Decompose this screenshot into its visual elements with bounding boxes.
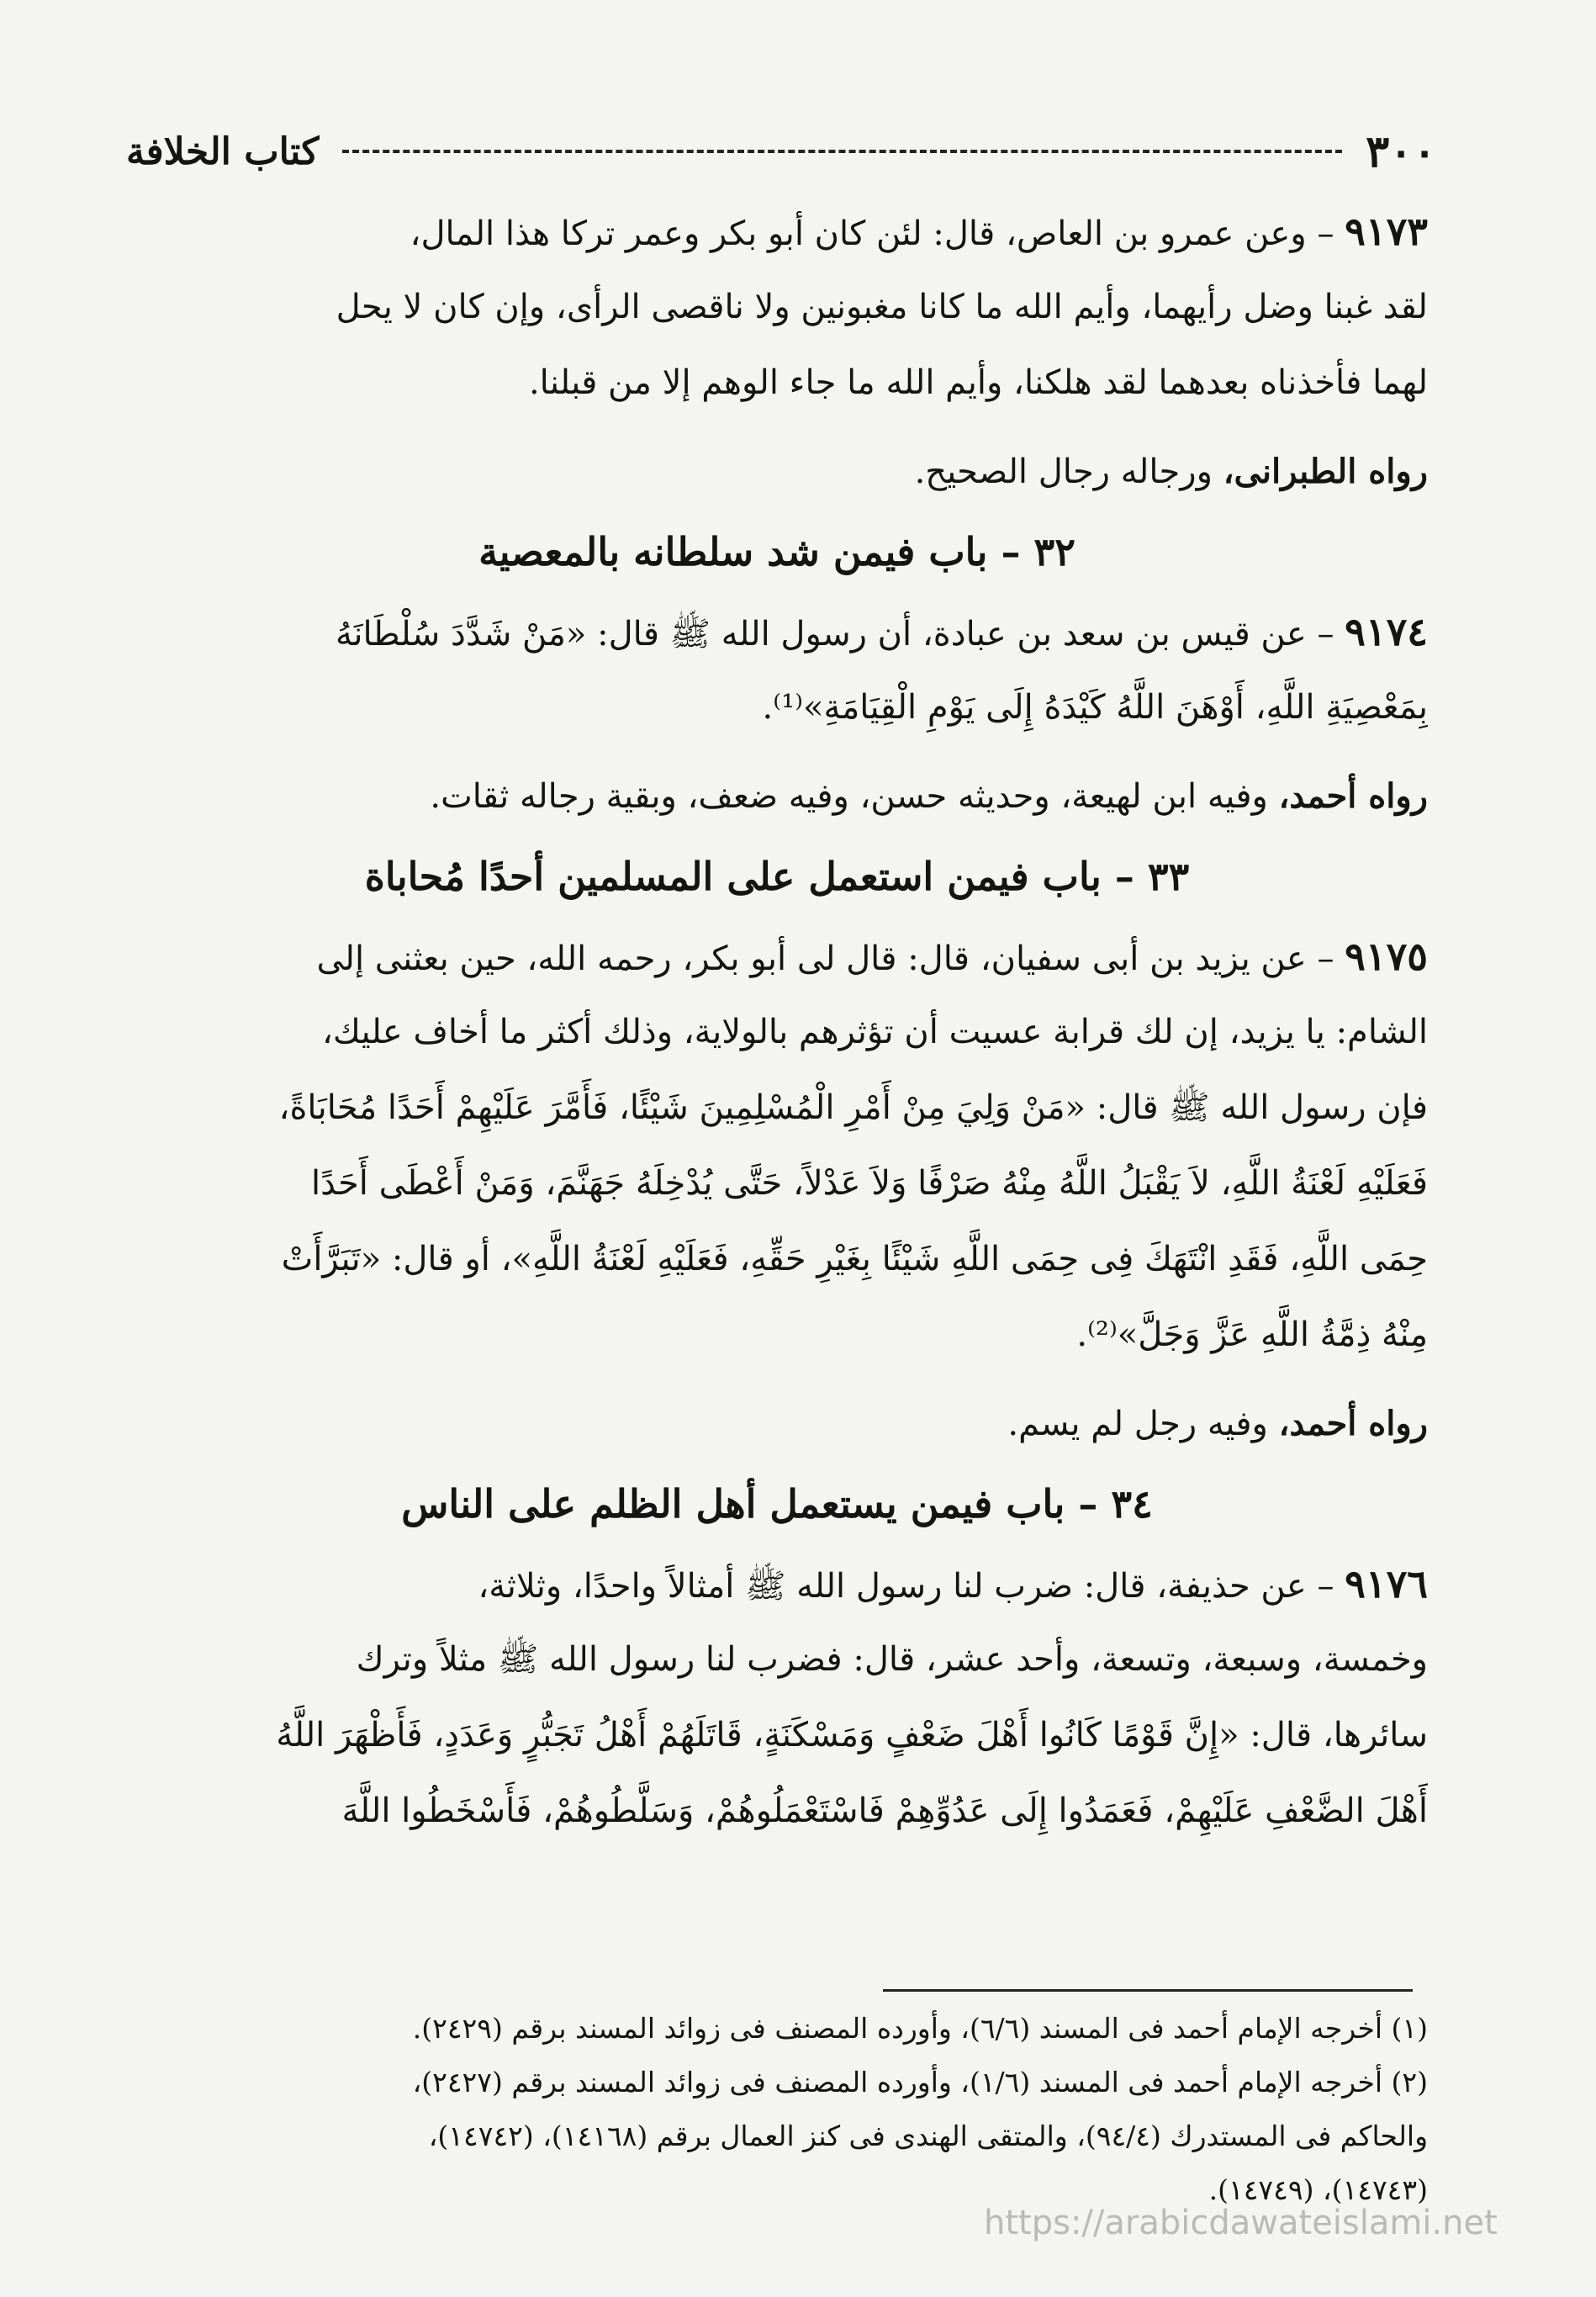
footnote-divider bbox=[883, 1989, 1413, 1992]
page-header bbox=[126, 118, 1436, 185]
hadith-source bbox=[126, 434, 1428, 510]
hadith-text: – عن حذيفة، قال: ضرب لنا رسول الله ﷺ أمثالاً واحدًا، وثلاثة، bbox=[478, 1567, 1334, 1606]
hadith-number: ٩١٧٣ bbox=[1345, 209, 1428, 254]
hadith-number: ٩١٧٦ bbox=[1345, 1561, 1428, 1606]
hadith-line: وخمسة، وسبعة، وتسعة، وأحد عشر، قال: فضرب لنا رسول الله ﷺ مثلاً وترك bbox=[356, 1640, 1428, 1679]
chapter-heading-34: ٣٤ – باب فيمن يستعمل أهل الظلم على الناس bbox=[401, 1481, 1153, 1527]
hadith-9175 bbox=[126, 918, 1428, 1462]
source-note: وفيه رجل لم يسم. bbox=[1007, 1405, 1279, 1443]
hadith-line: لقد غبنا وضل رأيهما، وأيم الله ما كانا مغبونين ولا ناقصى الرأى، وإن كان لا يحل bbox=[336, 288, 1428, 326]
hadith-text: – عن يزيد بن أبى سفيان، قال: قال لى أبو بكر، رحمه الله، حين بعثنى إلى bbox=[316, 939, 1334, 978]
hadith-9176 bbox=[126, 1546, 1428, 1849]
hadith-line: فإن رسول الله ﷺ قال: «مَنْ وَلِيَ مِنْ أَمْرِ الْمُسْلِمِينَ شَيْئًا، فَأَمَّرَ عَلَيْهِمْ أَحَدًا مُحَابَاةً، bbox=[278, 1088, 1428, 1127]
chapter-heading-33: ٣٣ – باب فيمن استعمل على المسلمين أحدًا مُحاباة bbox=[364, 854, 1190, 899]
footnote-1: (١) أخرجه الإمام أحمد فى المسند (٦/٦)، وأورده المصنف فى زوائد المسند برقم (٢٤٢٩). bbox=[412, 2012, 1428, 2045]
hadith-number: ٩١٧٥ bbox=[1345, 934, 1428, 979]
hadith-number: ٩١٧٤ bbox=[1345, 609, 1428, 654]
hadith-text: – عن قيس بن سعد بن عبادة، أن رسول الله ﷺ قال: «مَنْ شَدَّدَ سُلْطَانَهُ bbox=[335, 615, 1334, 654]
page-number: ٣٠٠ bbox=[1366, 125, 1436, 177]
source-note: وفيه ابن لهيعة، وحديثه حسن، وفيه ضعف، وبقية رجاله ثقات. bbox=[430, 777, 1279, 816]
page-body bbox=[126, 193, 1428, 1849]
footnote-2: (٢) أخرجه الإمام أحمد فى المسند (١/٦)، وأورده المصنف فى زوائد المسند برقم (٢٤٢٧)، bbox=[412, 2066, 1428, 2099]
hadith-line bbox=[126, 193, 1428, 269]
source-note: ورجاله رجال الصحيح. bbox=[914, 453, 1223, 491]
hadith-line bbox=[126, 594, 1428, 670]
hadith-line: الشام: يا يزيد، إن لك قرابة عسيت أن تؤثرهم بالولاية، وذلك أكثر ما أخاف عليك، bbox=[321, 1013, 1428, 1051]
hadith-line bbox=[126, 1546, 1428, 1622]
hadith-source bbox=[126, 1386, 1428, 1462]
hadith-line: بِمَعْصِيَةِ اللَّهِ، أَوْهَنَ اللَّهُ كَيْدَهُ إِلَى يَوْمِ الْقِيَامَةِ»⁽¹⁾. bbox=[762, 688, 1428, 727]
header-rule bbox=[342, 150, 1342, 153]
hadith-9174 bbox=[126, 594, 1428, 834]
source-name: رواه أحمد، bbox=[1278, 776, 1428, 816]
hadith-9173 bbox=[126, 193, 1428, 510]
hadith-source bbox=[126, 759, 1428, 834]
footnote-2-end: (١٤٧٤٣)، (١٤٧٤٩). bbox=[1208, 2173, 1428, 2206]
source-name: رواه أحمد، bbox=[1278, 1404, 1428, 1443]
watermark-url: https://arabicdawateislami.net bbox=[984, 2204, 1498, 2242]
hadith-line: حِمَى اللَّهِ، فَقَدِ انْتَهَكَ فِى حِمَى اللَّهِ شَيْئًا بِغَيْرِ حَقِّهِ، فَعَلَيْهِ لَعْنَةُ اللَّهِ»، أو قال: «تَبَرَّأَتْ bbox=[281, 1240, 1428, 1278]
chapter-heading-32: ٣٢ – باب فيمن شد سلطانه بالمعصية bbox=[478, 529, 1075, 574]
hadith-line: فَعَلَيْهِ لَعْنَةُ اللَّهِ، لاَ يَقْبَلُ اللَّهُ مِنْهُ صَرْفًا وَلاَ عَدْلاً، حَتَّى يُدْخِلَهُ جَهَنَّمَ، وَمَنْ أَعْطَى أَحَدًا bbox=[310, 1164, 1428, 1203]
hadith-line: لهما فأخذناه بعدهما لقد هلكنا، وأيم الله ما جاء الوهم إلا من قبلنا. bbox=[528, 363, 1428, 402]
hadith-line: سائرها، قال: «إِنَّ قَوْمًا كَانُوا أَهْلَ ضَعْفٍ وَمَسْكَنَةٍ، قَاتَلَهُمْ أَهْلُ تَجَبُّرٍ وَعَدَدٍ، فَأَظْهَرَ اللَّهُ bbox=[276, 1716, 1428, 1755]
source-name: رواه الطبرانى، bbox=[1223, 452, 1428, 491]
hadith-line bbox=[126, 918, 1428, 994]
book-title: كتاب الخلافة bbox=[126, 130, 320, 173]
footnotes bbox=[126, 2002, 1428, 2217]
hadith-line: أَهْلَ الضَّعْفِ عَلَيْهِمْ، فَعَمَدُوا إِلَى عَدُوِّهِمْ فَاسْتَعْمَلُوهُمْ، وَسَلَّطُوهُمْ، فَأَسْخَطُوا اللَّهَ bbox=[341, 1792, 1428, 1830]
footnote-2-cont: والحاكم فى المستدرك (٩٤/٤)، والمتقى الهندى فى كنز العمال برقم (١٤١٦٨)، (١٤٧٤٢)، bbox=[428, 2120, 1428, 2152]
hadith-text: – وعن عمرو بن العاص، قال: لئن كان أبو بكر وعمر تركا هذا المال، bbox=[410, 214, 1334, 253]
hadith-line: مِنْهُ ذِمَّةُ اللَّهِ عَزَّ وَجَلَّ»⁽²⁾. bbox=[1076, 1315, 1428, 1354]
